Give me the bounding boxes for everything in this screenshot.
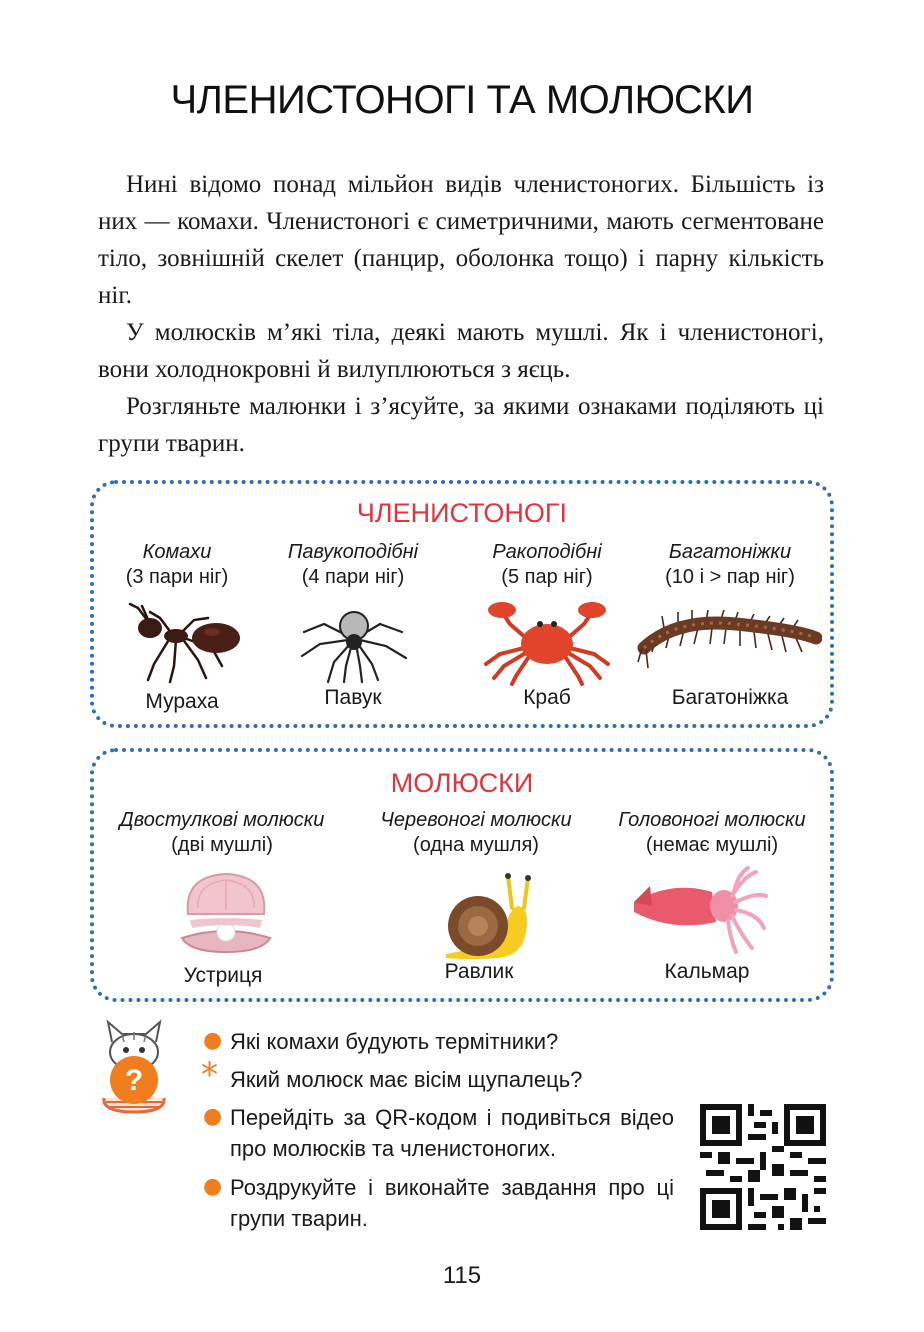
intro-paragraph-1	[98, 166, 824, 314]
category-name: Двостулкові молюски	[119, 809, 325, 831]
centipede-icon	[636, 608, 822, 678]
category-legs: (3 пари ніг)	[125, 566, 229, 588]
animal-label-ant: Мураха	[145, 690, 219, 713]
arthropods-box	[90, 480, 834, 728]
molluscs-title: МОЛЮСКИ	[390, 768, 534, 798]
bullet-4: ●	[203, 1174, 223, 1199]
squid-icon	[632, 866, 772, 956]
oyster-icon	[178, 868, 274, 956]
question-4: Роздрукуйте і виконайте завдання про ці групи тварин.	[230, 1175, 674, 1231]
category-insects	[94, 540, 260, 590]
question-1: Які комахи будують термітники?	[230, 1029, 559, 1054]
crab-icon	[480, 598, 614, 686]
animal-label-snail: Равлик	[444, 960, 514, 983]
animal-label-oyster: Устриця	[183, 964, 263, 987]
category-gastropods	[358, 808, 594, 858]
paragraph-1-text: Нині відомо понад мільйон видів членистоногих. Більшість із них — комахи. Членистоногі є симетричними, мають сегментоване тіло, зовнішній скелет (панцир, оболонка тощо) і парну кількість ніг.	[98, 171, 824, 309]
category-shell: (одна мушля)	[413, 834, 539, 856]
category-name: Багатоніжки	[668, 541, 792, 563]
animal-label-spider: Павук	[324, 686, 382, 709]
category-legs: (4 пари ніг)	[301, 566, 405, 588]
bullet-1: ●	[203, 1028, 223, 1053]
animal-label-squid: Кальмар	[664, 960, 750, 983]
snail-icon	[438, 868, 534, 964]
cat-question-icon	[94, 1012, 174, 1116]
category-legs: (5 пар ніг)	[501, 566, 593, 588]
paragraph-3-text: Розгляньте малюнки і з’ясуйте, за якими ознаками поділяють ці групи тварин.	[98, 393, 824, 457]
category-legs: (10 і > пар ніг)	[665, 566, 795, 588]
category-name: Черевоногі молюски	[380, 809, 572, 831]
qr-code-icon[interactable]	[700, 1104, 826, 1230]
spider-icon	[294, 596, 414, 684]
page-number: 115	[442, 1262, 482, 1289]
category-name: Головоногі молюски	[618, 809, 806, 831]
bullet-3: ●	[203, 1104, 223, 1129]
star-icon: *	[201, 1055, 218, 1095]
category-bivalves	[104, 808, 340, 858]
category-arachnids	[270, 540, 436, 590]
ant-icon	[120, 594, 250, 684]
category-name: Ракоподібні	[492, 541, 602, 563]
category-name: Комахи	[142, 541, 212, 563]
intro-paragraph-3	[98, 388, 824, 462]
question-2: Який молюск має вісім щупалець?	[230, 1067, 583, 1092]
svg-text:?: ?	[124, 1064, 144, 1097]
intro-paragraph-2	[98, 314, 824, 388]
category-name: Павукоподібні	[287, 541, 419, 563]
page-title: ЧЛЕНИСТОНОГІ ТА МОЛЮСКИ	[170, 78, 754, 122]
category-shell: (немає мушлі)	[645, 834, 779, 856]
arthropods-title: ЧЛЕНИСТОНОГІ	[356, 498, 568, 528]
animal-label-centipede: Багатоніжка	[671, 686, 789, 709]
animal-label-crab: Краб	[523, 686, 571, 709]
question-3: Перейдіть за QR-кодом і подивіться відео про молюсків та членистоногих.	[230, 1105, 674, 1161]
category-myriapods	[640, 540, 820, 590]
category-cephalopods	[594, 808, 830, 858]
molluscs-box	[90, 748, 834, 1002]
category-shell: (дві мушлі)	[171, 834, 273, 856]
paragraph-2-text: У молюсків м’які тіла, деякі мають мушлі. Як і членистоногі, вони холоднокровні й вилуплюються з яєць.	[98, 319, 824, 383]
category-crustaceans	[464, 540, 630, 590]
